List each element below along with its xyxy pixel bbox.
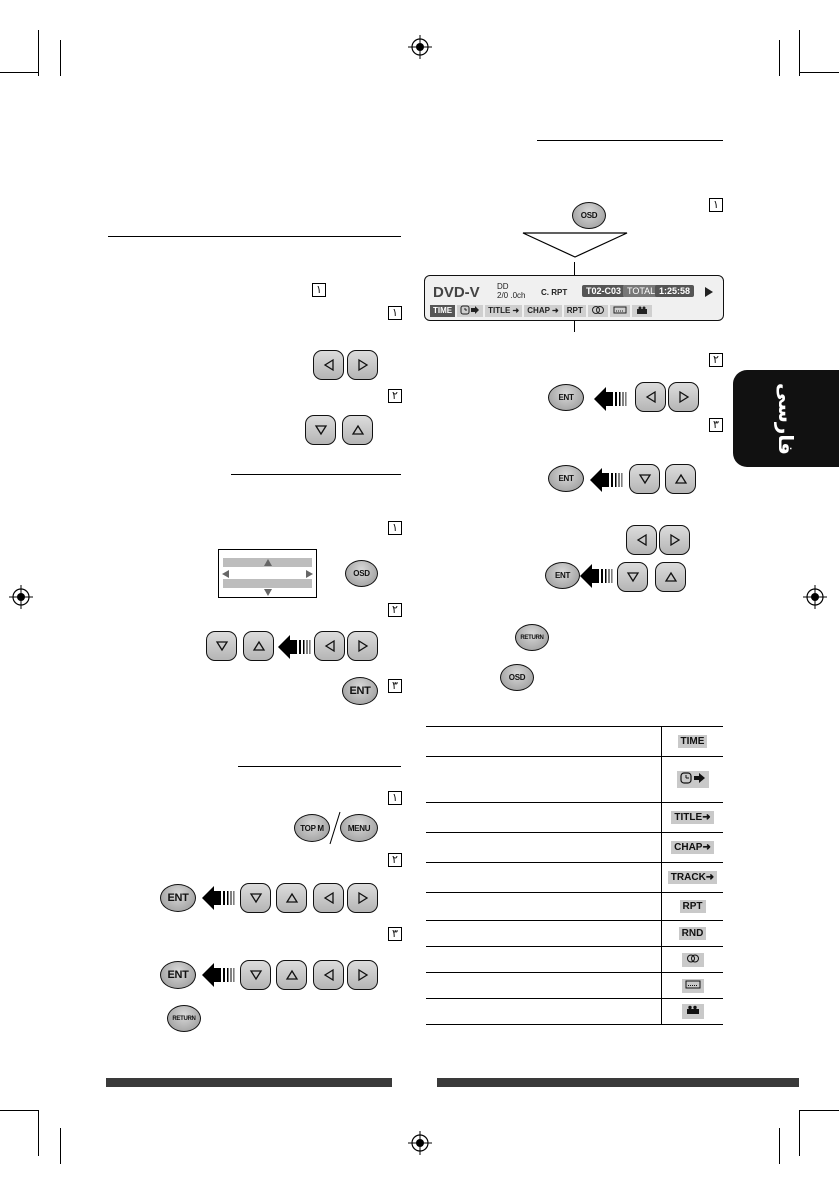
track-tag-label: TRACK [670,872,706,883]
subtitle-icon [682,979,704,993]
osd-item-title[interactable]: TITLE ➜ [485,305,522,317]
osd-item-subtitle[interactable] [610,305,630,317]
language-label: فارسی [774,382,798,455]
osd-item-clock-arrow[interactable] [457,305,483,317]
left-arrow-icon [635,533,649,547]
footer-bar-right [437,1078,799,1087]
table-row [426,921,723,947]
crop-mark [779,1128,780,1164]
step-box: ١ [388,306,402,320]
chap-tag-label: CHAP [674,842,703,853]
section-divider [108,236,401,237]
table-row [426,863,723,893]
chap-tag: CHAP➜ [671,841,714,854]
right-arrow-icon [668,533,682,547]
total-label: TOTAL [623,285,659,297]
left-arrow-indicator-icon [278,635,312,659]
return-button[interactable]: RETURN [515,624,549,651]
table-row [426,727,723,757]
right-arrow-icon [677,390,691,404]
osd-button[interactable]: OSD [345,560,378,587]
step-box: ٣ [709,418,723,432]
left-arrow-indicator-icon [590,468,624,492]
time-tag: TIME [678,735,708,748]
osd-items-row [430,305,652,317]
crop-mark [779,40,780,76]
on-screen-bar [424,275,724,321]
right-key[interactable] [347,350,378,380]
step-box: ٢ [388,853,402,867]
audio-icon [591,305,605,315]
crop-mark [60,1128,61,1164]
step-box: ١ [312,283,326,297]
up-arrow-icon [285,968,299,982]
right-arrow-icon [356,358,370,372]
menu-diagram [218,549,317,598]
osd-item-rpt[interactable]: RPT [564,305,586,317]
total-time: 1:25:58 [655,285,694,297]
step-box: ٢ [388,389,402,403]
crop-mark [799,1110,800,1156]
right-key[interactable] [347,960,378,990]
play-icon [705,287,713,297]
crop-mark [799,72,839,73]
clock-arrow-icon [460,305,480,315]
table-row [426,833,723,863]
left-arrow-indicator-icon [580,564,614,588]
table-row [426,803,723,833]
up-key[interactable] [276,960,307,990]
up-arrow-icon [351,423,365,437]
right-key[interactable] [659,525,690,555]
audio-channels: 2/0 .0ch [497,291,526,300]
table-row [426,999,723,1025]
crop-mark [0,72,38,73]
step-box: ٢ [709,353,723,367]
clock-arrow-icon [677,771,709,788]
step-box: ٣ [388,679,402,693]
title-chapter: T02-C03 [582,285,625,297]
ent-button[interactable]: ENT [160,961,196,989]
step-box: ٣ [388,927,402,941]
left-arrow-icon [323,639,337,653]
up-arrow-icon [664,570,678,584]
down-key[interactable] [206,631,237,661]
angle-icon [682,1004,704,1019]
crop-mark [38,1110,39,1156]
right-key[interactable] [347,883,378,913]
table-row [426,757,723,803]
crop-mark [799,1110,839,1111]
down-arrow-icon [249,891,263,905]
up-arrow-icon [285,891,299,905]
up-arrow-icon [252,639,266,653]
menu-button[interactable]: MENU [340,814,378,842]
track-tag: TRACK➜ [668,871,717,884]
right-triangle-icon [305,569,314,579]
ent-button[interactable]: ENT [545,562,580,589]
left-key[interactable] [626,525,657,555]
left-key[interactable] [313,883,344,913]
crop-mark [38,30,39,76]
osd-button[interactable]: OSD [572,202,606,229]
osd-item-chap-label: CHAP [527,306,550,315]
top-menu-button[interactable]: TOP M [294,814,330,842]
repeat-mode: C. RPT [541,288,568,297]
down-key[interactable] [629,464,660,494]
subtitle-icon [613,305,627,315]
up-key[interactable] [276,883,307,913]
down-key[interactable] [617,562,648,592]
rpt-tag: RPT [680,900,706,913]
step-box: ٢ [388,603,402,617]
left-arrow-icon [322,358,336,372]
up-key[interactable] [665,464,696,494]
step-box: ١ [709,198,723,212]
title-tag: TITLE➜ [671,811,713,824]
language-side-tab [733,370,839,467]
left-arrow-icon [322,968,336,982]
step-box: ١ [388,791,402,805]
down-arrow-icon [215,639,229,653]
crop-mark [0,1110,38,1111]
left-arrow-indicator-icon [594,387,628,411]
section-divider [238,766,401,767]
up-key[interactable] [655,562,686,592]
down-key[interactable] [305,415,336,445]
up-triangle-icon [263,558,273,567]
registration-mark-icon [9,585,33,609]
osd-button[interactable]: OSD [500,664,534,691]
audio-format-icon: DD [497,282,509,291]
down-arrow-icon [638,472,652,486]
down-arrow-icon [314,423,328,437]
left-arrow-icon [644,390,658,404]
step-box: ١ [388,521,402,535]
audio-icon [682,953,704,967]
right-arrow-icon [356,968,370,982]
osd-item-title-label: TITLE [488,306,511,315]
leader-line [574,320,575,332]
up-key[interactable] [243,631,274,661]
crop-mark [799,30,800,76]
registration-mark-icon [803,585,827,609]
down-key[interactable] [240,960,271,990]
ent-button[interactable]: ENT [160,884,196,912]
right-key[interactable] [347,631,378,661]
left-key[interactable] [314,631,345,661]
left-key[interactable] [635,382,666,412]
title-tag-label: TITLE [674,812,703,823]
left-arrow-indicator-icon [202,963,236,987]
table-row [426,893,723,921]
osd-item-chap[interactable]: CHAP ➜ [524,305,561,317]
registration-mark-icon [408,35,432,59]
down-arrow-icon [626,570,640,584]
ent-button[interactable]: ENT [342,677,378,705]
down-pointer-icon [522,232,628,258]
table-row [426,973,723,999]
left-arrow-indicator-icon [202,886,236,910]
section-divider [537,140,723,141]
ent-button[interactable]: ENT [548,465,584,492]
rnd-tag: RND [679,927,707,940]
right-arrow-icon [356,891,370,905]
angle-icon [635,305,649,315]
registration-mark-icon [408,1131,432,1155]
down-key[interactable] [240,883,271,913]
left-arrow-icon [322,891,336,905]
left-triangle-icon [221,569,230,579]
right-arrow-icon [356,639,370,653]
up-key[interactable] [342,415,373,445]
osd-item-time[interactable]: TIME [430,305,455,317]
section-divider [231,474,401,475]
down-arrow-icon [249,968,263,982]
down-triangle-icon [263,588,273,597]
leader-line [574,262,575,276]
osd-item-angle[interactable] [632,305,652,317]
left-key[interactable] [313,350,344,380]
right-key[interactable] [668,382,699,412]
disc-type: DVD-V [433,284,480,301]
up-arrow-icon [674,472,688,486]
osd-items-table [426,726,723,1025]
ent-button[interactable]: ENT [548,384,584,411]
osd-item-audio[interactable] [588,305,608,317]
left-key[interactable] [313,960,344,990]
table-row [426,947,723,973]
return-button[interactable]: RETURN [167,1005,201,1032]
footer-bar-left [106,1078,392,1087]
crop-mark [60,40,61,76]
